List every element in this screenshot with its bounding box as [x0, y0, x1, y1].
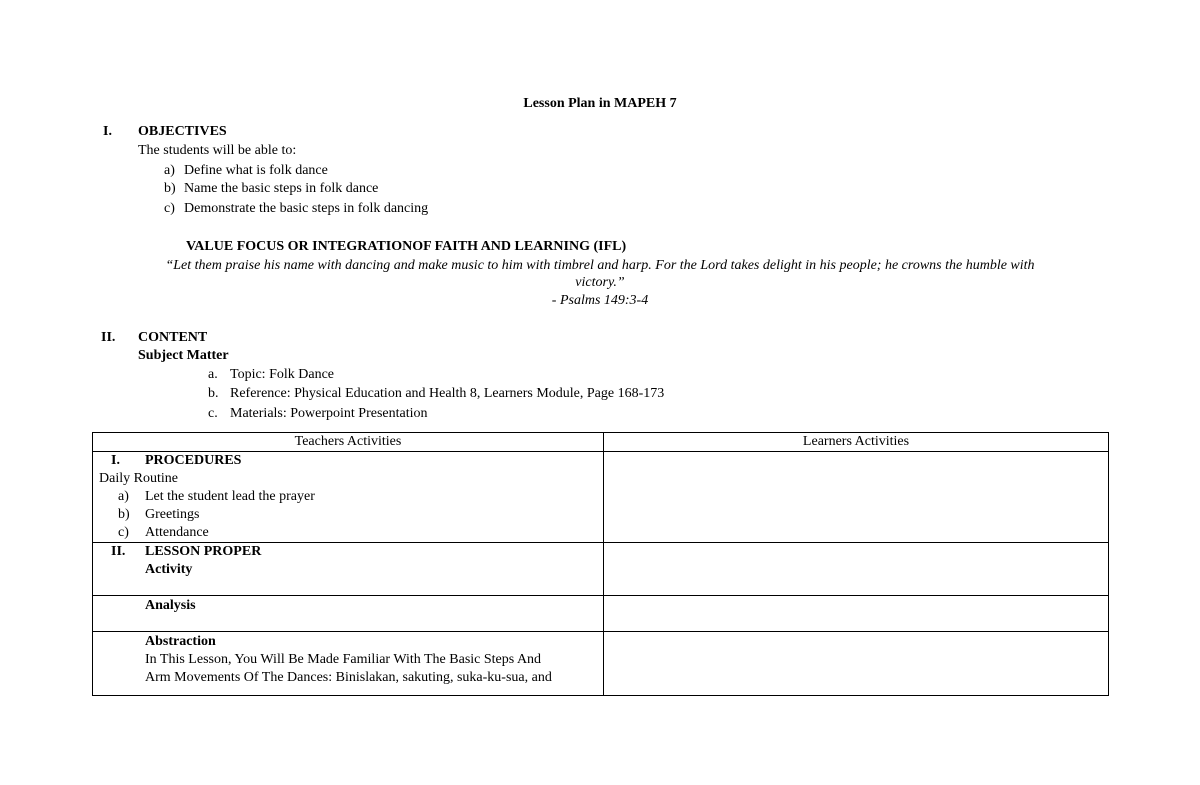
list-item — [99, 488, 597, 506]
bible-citation: - Psalms 149:3-4 — [551, 293, 649, 308]
table-header-row — [93, 433, 1109, 452]
content-item-label: c. — [208, 406, 218, 421]
content-item-text: Reference: Physical Education and Health 8, Learners Module, Page 168-173 — [230, 386, 665, 401]
content-numeral: II. — [101, 330, 116, 345]
objective-text: Define what is folk dance — [184, 163, 328, 178]
abstraction-text: In This Lesson, You Will Be Made Familiar With The Basic Steps And — [145, 652, 542, 667]
analysis-learner-cell — [604, 596, 1109, 632]
bible-quote-line-2: victory.” — [575, 275, 625, 290]
procedures-numeral: I. — [111, 453, 120, 468]
procedures-learner-cell — [604, 452, 1109, 543]
list-item — [99, 506, 597, 524]
routine-item-label: c) — [118, 525, 129, 540]
activity-line — [99, 561, 597, 579]
routine-item-text: Let the student lead the prayer — [145, 489, 315, 504]
procedures-row — [93, 452, 1109, 543]
procedures-cell — [93, 452, 604, 543]
page-title: Lesson Plan in MAPEH 7 — [523, 96, 677, 111]
routine-item-text: Greetings — [145, 507, 200, 522]
objective-label: c) — [164, 201, 175, 216]
procedures-heading-line — [99, 452, 597, 470]
content-heading: CONTENT — [138, 330, 208, 345]
daily-routine-label: Daily Routine — [99, 471, 178, 486]
abstraction-cell — [93, 632, 604, 696]
daily-routine-line — [99, 470, 597, 488]
lesson-proper-numeral: II. — [111, 544, 126, 559]
teachers-activities-header: Teachers Activities — [93, 433, 604, 452]
objective-label: b) — [164, 181, 176, 196]
routine-item-text: Attendance — [145, 525, 209, 540]
list-item — [99, 524, 597, 542]
activity-heading: Activity — [145, 562, 193, 577]
abstraction-learner-cell — [604, 632, 1109, 696]
abstraction-text-line — [99, 669, 597, 687]
content-item-text: Topic: Folk Dance — [230, 367, 334, 382]
learners-activities-header: Learners Activities — [604, 433, 1109, 452]
analysis-line — [99, 597, 597, 615]
analysis-cell — [93, 596, 604, 632]
content-item-label: a. — [208, 367, 218, 382]
abstraction-line — [99, 633, 597, 651]
activities-table — [92, 432, 1109, 696]
objectives-numeral: I. — [103, 124, 112, 139]
lesson-proper-heading: LESSON PROPER — [145, 544, 262, 559]
analysis-heading: Analysis — [145, 598, 196, 613]
routine-item-label: a) — [118, 489, 129, 504]
abstraction-row — [93, 632, 1109, 696]
lesson-proper-cell — [93, 543, 604, 596]
abstraction-text-line — [99, 651, 597, 669]
routine-item-label: b) — [118, 507, 130, 522]
objective-text: Name the basic steps in folk dance — [184, 181, 379, 196]
procedures-heading: PROCEDURES — [145, 453, 242, 468]
content-item-label: b. — [208, 386, 219, 401]
analysis-row — [93, 596, 1109, 632]
abstraction-text: Arm Movements Of The Dances: Binislakan, sakuting, suka-ku-sua, and — [145, 670, 552, 685]
content-item-text: Materials: Powerpoint Presentation — [230, 406, 428, 421]
objective-label: a) — [164, 163, 175, 178]
objective-text: Demonstrate the basic steps in folk dancing — [184, 201, 429, 216]
bible-quote-line-1: “Let them praise his name with dancing and make music to him with timbrel and harp. For the Lord takes delight in his people; he crowns the humble with — [165, 258, 1035, 273]
subject-matter-heading: Subject Matter — [138, 348, 229, 363]
objectives-intro: The students will be able to: — [138, 143, 297, 158]
value-focus-heading: VALUE FOCUS OR INTEGRATIONOF FAITH AND LEARNING (IFL) — [186, 239, 627, 254]
lesson-proper-row — [93, 543, 1109, 596]
abstraction-heading: Abstraction — [145, 634, 216, 649]
lesson-proper-learner-cell — [604, 543, 1109, 596]
lesson-proper-heading-line — [99, 543, 597, 561]
objectives-heading: OBJECTIVES — [138, 124, 227, 139]
